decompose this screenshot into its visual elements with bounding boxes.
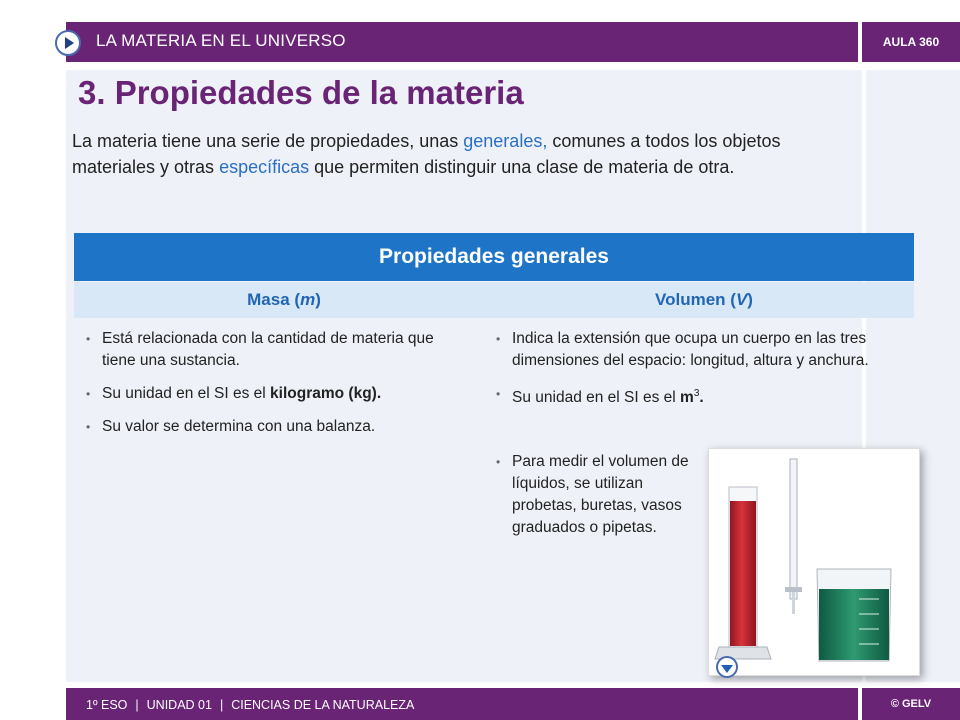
list-item: • Para medir el volumen de líquidos, se utilizan probetas, buretas, vasos graduados o pipetas. [494,451,694,539]
beaker-liquid [819,589,889,660]
brand-label: AULA 360 [862,22,960,62]
volume-unit-bold: m [680,389,694,407]
intro-highlight-generales: generales, [463,131,548,151]
volume-measure-list [494,451,694,550]
burette-stopcock [785,587,802,592]
mass-bullet-list [84,328,454,449]
intro-highlight-especificas: específicas [219,157,310,177]
footer-info [86,698,414,712]
footer-separator: | [135,698,139,712]
list-item: • Está relacionada con la cantidad de materia que tiene una sustancia. [84,328,454,372]
burette-tip [792,592,795,614]
cylinder-liquid [730,501,756,646]
volume-heading [494,282,914,318]
footer-unit: UNIDAD 01 [146,698,212,712]
burette-tube [790,459,797,599]
footer-separator: | [219,698,224,712]
mass-heading-text: Masa ( [247,290,301,309]
list-item [494,383,906,409]
table-subheader [74,282,914,318]
mass-symbol: m [300,290,316,309]
mass-heading-close: ) [315,290,321,309]
volume-symbol: V [735,290,748,309]
chevron-down-icon[interactable] [716,656,738,678]
intro-text-3: que permiten distinguir una clase de materia de otra. [309,157,735,177]
list-item: • Indica la extensión que ocupa un cuerpo en las tres dimensiones del espacio: longitud, altura y anchura. [494,328,906,372]
volume-unit-text: Su unidad en el SI es el [512,389,681,407]
intro-text-1: La materia tiene una serie de propiedades, unas [72,131,464,151]
intro-text-2: comunes a todos los objetos materiales y otras [72,131,781,177]
volume-heading-close: ) [747,290,753,309]
list-item: • Su valor se determina con una balanza. [84,416,454,438]
table-header: Propiedades generales [74,233,914,281]
play-icon[interactable] [55,30,81,56]
copyright: © GELV [862,688,960,720]
volume-unit-end: . [699,389,704,407]
volume-heading-text: Volumen ( [655,290,736,309]
list-item [84,383,454,405]
page-title: 3. Propiedades de la materia [78,74,524,111]
mass-unit-text: Su unidad en el SI es el [102,385,271,402]
intro-paragraph [72,128,832,180]
lab-glassware-image [708,448,920,676]
volume-unit-exponent: 3 [693,388,700,399]
footer-subject: CIENCIAS DE LA NATURALEZA [231,698,415,712]
section-title: LA MATERIA EN EL UNIVERSO [96,31,346,50]
mass-unit-bold: kilogramo (kg). [270,385,382,402]
glassware-illustration [709,449,920,676]
volume-bullet-list [494,328,906,420]
mass-heading [74,282,494,318]
footer-course: 1º ESO [86,698,128,712]
